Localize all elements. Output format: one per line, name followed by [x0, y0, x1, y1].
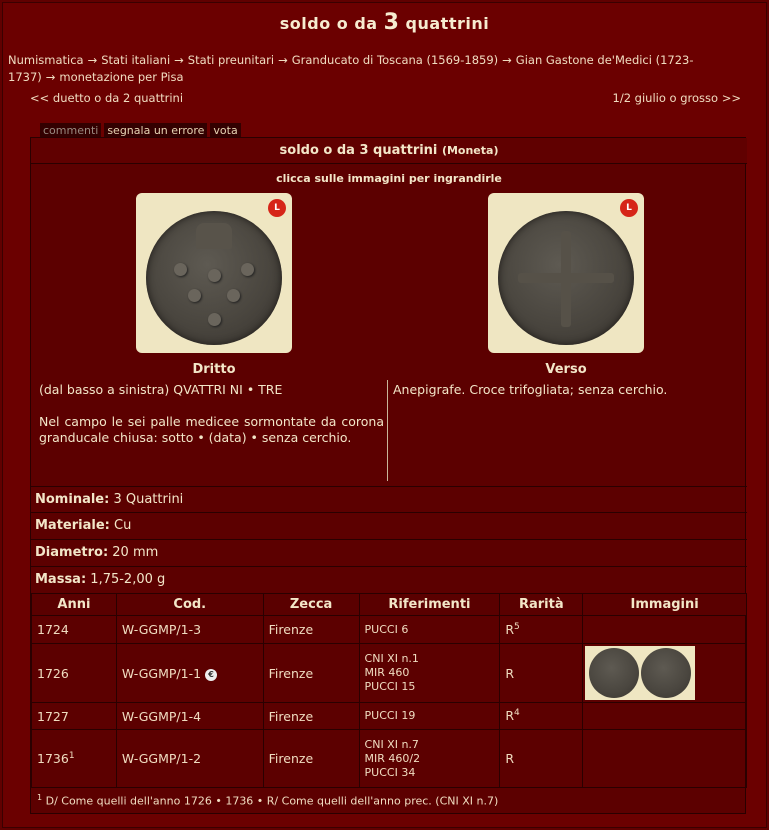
prop-materiale: Materiale: Cu [31, 512, 747, 538]
table-row [32, 644, 747, 703]
mint-cell: Firenze [263, 730, 359, 788]
rarity-cell: R [500, 644, 583, 703]
year-cell: 1736$^1$ [32, 730, 117, 788]
header-immagini: Immagini [583, 594, 747, 616]
tab-report-error[interactable]: segnala un errore [104, 123, 207, 138]
title-prefix: soldo o da [279, 14, 384, 33]
refs-cell: PUCCI 19 [359, 703, 500, 730]
obverse-label: Dritto [192, 362, 236, 377]
code-cell[interactable]: W-GGMP/1-4 [116, 703, 263, 730]
breadcrumb-stati-italiani[interactable]: Stati italiani [101, 53, 171, 67]
reverse-description: Anepigrafe. Croce trifogliata; senza cerchio. [393, 382, 668, 397]
action-tabs [40, 123, 241, 138]
coin-thumbnail[interactable] [585, 646, 695, 700]
refs-cell: PUCCI 6 [359, 616, 500, 644]
prop-massa: Massa: 1,75-2,00 g [31, 566, 747, 592]
prev-coin-link[interactable]: << duetto o da 2 quattrini [30, 91, 184, 105]
header-rarita: Rarità [500, 594, 583, 616]
mint-cell: Firenze [263, 703, 359, 730]
header-anni: Anni [32, 594, 117, 616]
breadcrumb-separator: → [278, 53, 288, 67]
breadcrumb-monetazione-pisa[interactable]: monetazione per Pisa [59, 70, 184, 84]
euro-info-icon[interactable]: € [205, 669, 217, 681]
images-cell [583, 616, 747, 644]
code-cell[interactable]: W-GGMP/1-3 [116, 616, 263, 644]
breadcrumb-numismatica[interactable]: Numismatica [8, 53, 84, 67]
issues-table [31, 593, 747, 788]
title-number: 3 [383, 10, 400, 35]
breadcrumb-separator: → [87, 53, 98, 67]
obverse-legend: (dal basso a sinistra) QVATTRI NI • TRE [39, 382, 283, 397]
code-cell[interactable]: W-GGMP/1-2 [116, 730, 263, 788]
breadcrumb-gian-gastone[interactable]: Gian Gastone de'Medici (1723-1737) [8, 53, 694, 84]
click-note: clicca sulle immagini per ingrandirle [276, 172, 502, 185]
coin-type: (Moneta) [441, 144, 499, 157]
tab-vote[interactable]: vota [210, 123, 240, 138]
year-cell: 1724 [32, 616, 117, 644]
obverse-description [39, 382, 384, 446]
table-row [32, 703, 747, 730]
coin-tag-icon: L [620, 199, 638, 217]
year-cell: 1726 [32, 644, 117, 703]
breadcrumb-stati-preunitari[interactable]: Stati preunitari [187, 53, 275, 67]
reverse-label: Verso [545, 362, 587, 377]
code-cell[interactable]: W-GGMP/1-1 € [116, 644, 263, 703]
table-header [32, 594, 747, 616]
year-cell: 1727 [32, 703, 117, 730]
footnote: $^1$ D/ Come quelli dell'anno 1726 • 1736 • R/ Come quelli dell'anno prec. (CNI XI n.7) [37, 793, 499, 808]
obverse-field: Nel campo le sei palle medicee sormontate da corona granducale chiusa: sotto • (data) • senza cerchio. [39, 414, 384, 445]
images-cell [583, 644, 747, 703]
card-title [31, 138, 747, 164]
coin-card [30, 137, 746, 814]
images-cell [583, 703, 747, 730]
coin-tag-icon: L [268, 199, 286, 217]
description-divider [387, 380, 388, 481]
refs-cell: CNI XI n.1 MIR 460 PUCCI 15 [359, 644, 500, 703]
reverse-image[interactable] [488, 193, 644, 353]
refs-cell: CNI XI n.7 MIR 460/2 PUCCI 34 [359, 730, 500, 788]
obverse-image[interactable] [136, 193, 292, 353]
breadcrumb-separator: → [45, 70, 56, 84]
breadcrumb-separator: → [502, 53, 512, 67]
header-riferimenti: Riferimenti [359, 594, 500, 616]
mint-cell: Firenze [263, 616, 359, 644]
header-cod: Cod. [116, 594, 263, 616]
prop-diametro: Diametro: 20 mm [31, 539, 747, 565]
reverse-coin [498, 211, 634, 345]
rarity-cell: R [500, 730, 583, 788]
title-suffix: quattrini [399, 14, 490, 33]
page-title [0, 10, 769, 35]
rarity-cell: $R^5$ [500, 616, 583, 644]
mint-cell: Firenze [263, 644, 359, 703]
table-row [32, 730, 747, 788]
header-zecca: Zecca [263, 594, 359, 616]
table-row [32, 616, 747, 644]
images-cell [583, 730, 747, 788]
next-coin-link[interactable]: 1/2 giulio o grosso >> [612, 91, 741, 105]
tab-comments[interactable]: commenti [40, 123, 101, 138]
obverse-coin [146, 211, 282, 345]
breadcrumb-separator: → [174, 53, 184, 67]
breadcrumb-granducato[interactable]: Granducato di Toscana (1569-1859) [291, 53, 499, 67]
coin-name: soldo o da 3 quattrini [279, 143, 438, 158]
prop-nominale: Nominale: 3 Quattrini [31, 486, 747, 512]
breadcrumb [8, 52, 763, 86]
rarity-cell: $R^4$ [500, 703, 583, 730]
